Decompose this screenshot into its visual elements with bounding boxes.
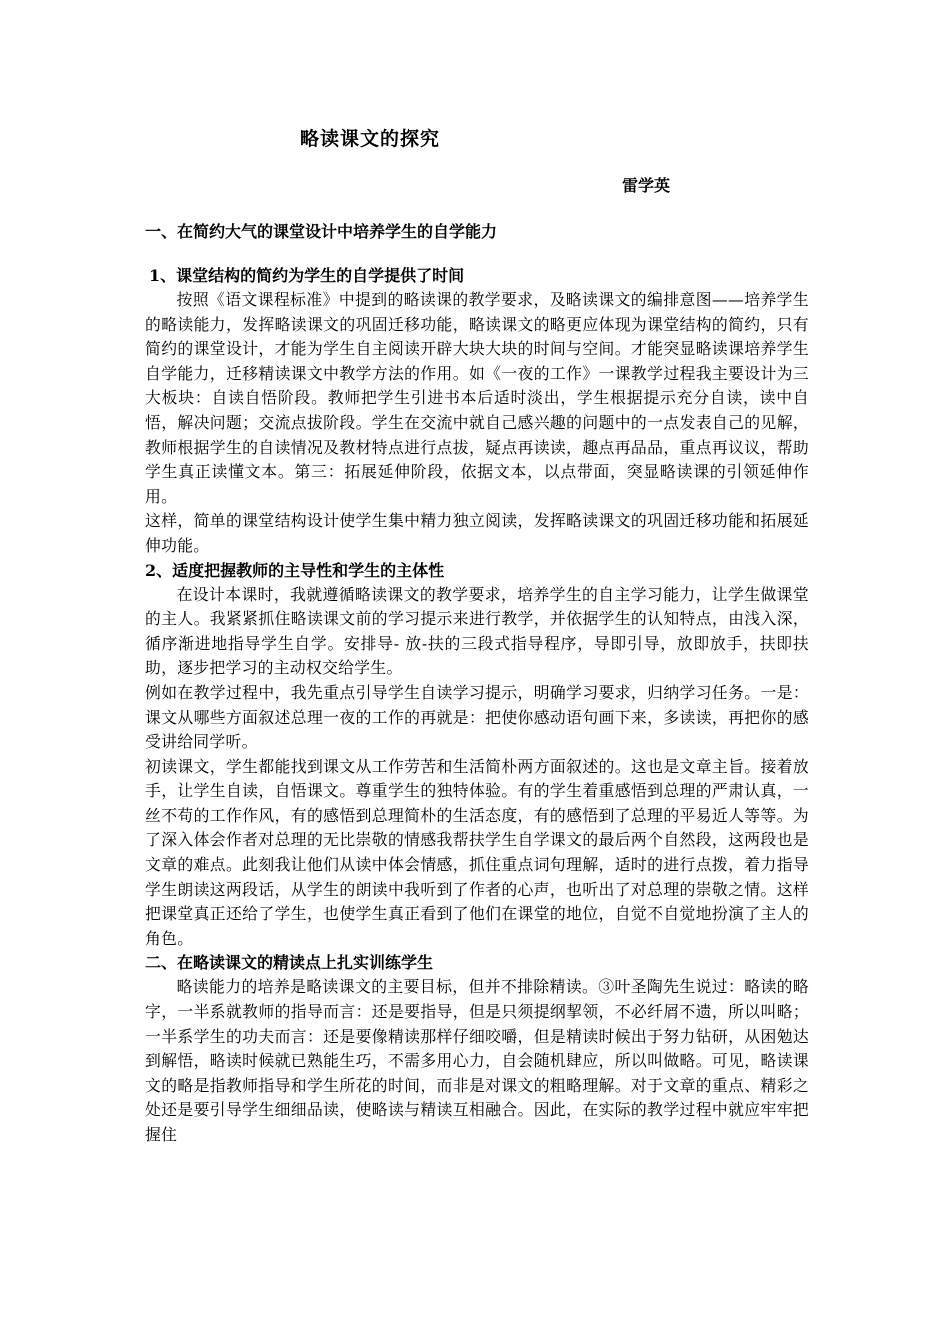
paragraph: 按照《语文课程标准》中提到的略读课的教学要求，及略读课文的编排意图——培养学生的略读能力，发挥略读课文的巩固迁移功能，略读课文的略更应体现为课堂结构的简约，只有简约的课堂设计，才能为学生自主阅读开辟大块大块的时间与空间。才能突显略读课培养学生自学能力，迁移精读课文中教学方法的作用。如《一夜的工作》一课教学过程我主要设计为三大板块：自读自悟阶段。教师把学生引进书本后适时淡出，学生根据提示充分自读，读中自悟，解决问题；交流点拔阶段。学生在交流中就自己感兴趣的问题中的一点发表自己的见解，教师根据学生的自读情况及教材特点进行点拔，疑点再读读，趣点再品品，重点再议议，帮助学生真正读懂文本。第三：拓展延伸阶段，依据文本，以点带面，突显略读课的引领延伸作用。	[145, 290, 809, 506]
paragraph: 初读课文，学生都能找到课文从工作劳苦和生活简朴两方面叙述的。这也是文章主旨。接着放手，让学生自读，自悟课文。尊重学生的独特体验。有的学生着重感悟到总理的严肃认真，一丝不苟的工作作风，有的感悟到总理简朴的生活态度，有的感悟到了总理的平易近人等等。为了深入体会作者对总理的无比崇敬的情感我帮扶学生自学课文的最后两个自然段，这两段也是文章的难点。此刻我让他们从读中体会情感，抓住重点词句理解，适时的进行点拨，着力指导学生朗读这两段话，从学生的朗读中我听到了作者的心声，也听出了对总理的崇敬之情。这样把课堂真正还给了学生，也使学生真正看到了他们在课堂的地位，自觉不自觉地扮演了主人的角色。	[145, 756, 809, 948]
document-author: 雷学英	[622, 176, 671, 195]
section-heading-1: 一、在简约大气的课堂设计中培养学生的自学能力	[145, 222, 498, 241]
subsection-heading-1: 1、课堂结构的简约为学生的自学提供了时间	[149, 266, 465, 285]
paragraph: 略读能力的培养是略读课文的主要目标，但并不排除精读。③叶圣陶先生说过：略读的略字，一半系就教师的指导而言：还是要指导，但是只须提纲挈领，不必纤屑不遗，所以叫略；一半系学生的功夫而言：还是要像精读那样仔细咬嚼，但是精读时候出于努力钻研，从困勉达到解悟，略读时候就已熟能生巧，不需多用心力，自会随机肆应，所以叫做略。可见，略读课文的略是指教师指导和学生所花的时间，而非是对课文的粗略理解。对于文章的重点、精彩之处还是要引导学生细细品读，使略读与精读互相融合。因此，在实际的教学过程中就应牢牢把握住	[145, 977, 809, 1144]
subsection-heading-2: 2、适度把握教师的主导性和学生的主体性	[145, 560, 445, 580]
paragraph: 这样，简单的课堂结构设计使学生集中精力独立阅读，发挥略读课文的巩固迁移功能和拓展延伸功能。	[145, 511, 809, 555]
paragraph: 例如在教学过程中，我先重点引导学生自读学习提示，明确学习要求，归纳学习任务。一是：课文从哪些方面叙述总理一夜的工作的再就是：把使你感动语句画下来，多读读，再把你的感受讲给同学听。	[145, 682, 809, 752]
document-title: 略读课文的探究	[300, 128, 441, 150]
section-heading-2: 二、在略读课文的精读点上扎实训练学生	[145, 953, 434, 973]
paragraph: 在设计本课时，我就遵循略读课文的教学要求，培养学生的自主学习能力，让学生做课堂的主人。我紧紧抓住略读课文前的学习提示来进行教学，并依据学生的认知特点，由浅入深，循序渐进地指导学生自学。安排导- 放-扶的三段式指导程序，导即引导，放即放手，扶即扶助，逐步把学习的主动权交给学生。	[145, 584, 809, 678]
document-body	[145, 220, 809, 1148]
